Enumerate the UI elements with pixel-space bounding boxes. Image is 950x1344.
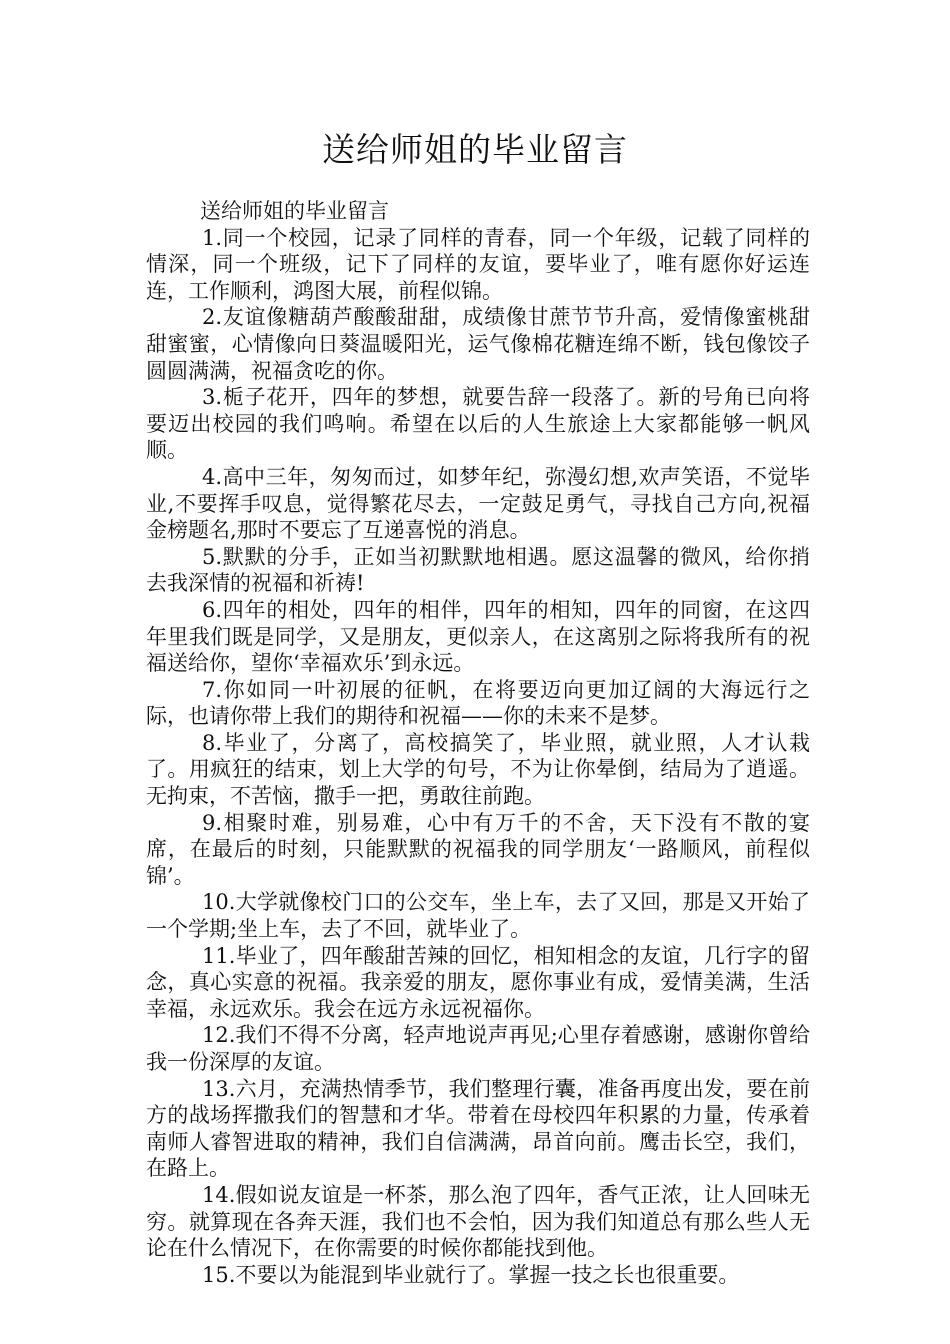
document-title: 送给师姐的毕业留言 [322,130,628,169]
message-paragraph: 11.毕业了，四年酸甜苦辣的回忆，相知相念的友谊，几行字的留念，真心实意的祝福。我亲爱的朋友，愿你事业有成，爱情美满，生活幸福，永远欢乐。我会在远方永远祝福你。 [146,943,810,1021]
message-paragraph: 10.大学就像校门口的公交车，坐上车，去了又回，那是又开始了一个学期;坐上车，去了不回，就毕业了。 [146,890,810,942]
message-paragraph: 13.六月，充满热情季节，我们整理行囊，准备再度出发，要在前方的战场挥撒我们的智慧和才华。带着在母校四年积累的力量，传承着南师人睿智进取的精神，我们自信满满，昂首向前。鹰击长空，我们，在路上。 [146,1076,810,1181]
message-paragraph: 7.你如同一叶初展的征帆，在将要迈向更加辽阔的大海远行之际，也请你带上我们的期待和祝福——你的未来不是梦。 [146,677,810,729]
message-paragraph: 14.假如说友谊是一杯茶，那么泡了四年，香气正浓，让人回味无穷。就算现在各奔天涯，我们也不会怕，因为我们知道总有那么些人无论在什么情况下，在你需要的时候你都能找到他。 [146,1182,810,1261]
message-paragraph: 6.四年的相处，四年的相伴，四年的相知，四年的同窗，在这四年里我们既是同学，又是朋友，更似亲人，在这离别之际将我所有的祝福送给你，望你‘幸福欢乐’到永远。 [146,597,810,676]
document-subtitle: 送给师姐的毕业留言 [200,199,389,223]
message-paragraph: 4.高中三年，匆匆而过，如梦年纪，弥漫幻想,欢声笑语，不觉毕业,不要挥手叹息，觉得繁花尽去，一定鼓足勇气，寻找自己方向,祝福金榜题名,那时不要忘了互递喜悦的消息。 [146,464,810,543]
message-paragraph: 2.友谊像糖葫芦酸酸甜甜，成绩像甘蔗节节升高，爱情像蜜桃甜甜蜜蜜，心情像向日葵温暖阳光，运气像棉花糖连绵不断，钱包像饺子圆圆满满，祝福贪吃的你。 [146,305,810,383]
message-paragraph: 5.默默的分手，正如当初默默地相遇。愿这温馨的微风，给你捎去我深情的祝福和祈祷! [146,544,810,596]
message-paragraph: 9.相聚时难，别易难，心中有万千的不舍，天下没有不散的宴席，在最后的时刻，只能默默的祝福我的同学朋友‘一路顺风，前程似锦’。 [146,810,810,888]
document-body [146,198,810,1288]
message-paragraph: 12.我们不得不分离，轻声地说声再见;心里存着感谢，感谢你曾给我一份深厚的友谊。 [146,1023,810,1074]
message-paragraph: 15.不要以为能混到毕业就行了。掌握一技之长也很重要。 [202,1262,740,1287]
message-paragraph: 3.栀子花开，四年的梦想，就要告辞一段落了。新的号角已向将要迈出校园的我们鸣响。希望在以后的人生旅途上大家都能够一帆风顺。 [146,385,810,463]
message-paragraph: 8.毕业了，分离了，高校搞笑了，毕业照，就业照，人才认栽了。用疯狂的结束，划上大学的句号，不为让你晕倒，结局为了逍遥。无拘束，不苦恼，撒手一把，勇敢往前跑。 [146,730,810,809]
message-paragraph: 1.同一个校园，记录了同样的青春，同一个年级，记载了同样的情深，同一个班级，记下了同样的友谊，要毕业了，唯有愿你好运连连，工作顺利，鸿图大展，前程似锦。 [146,225,810,303]
